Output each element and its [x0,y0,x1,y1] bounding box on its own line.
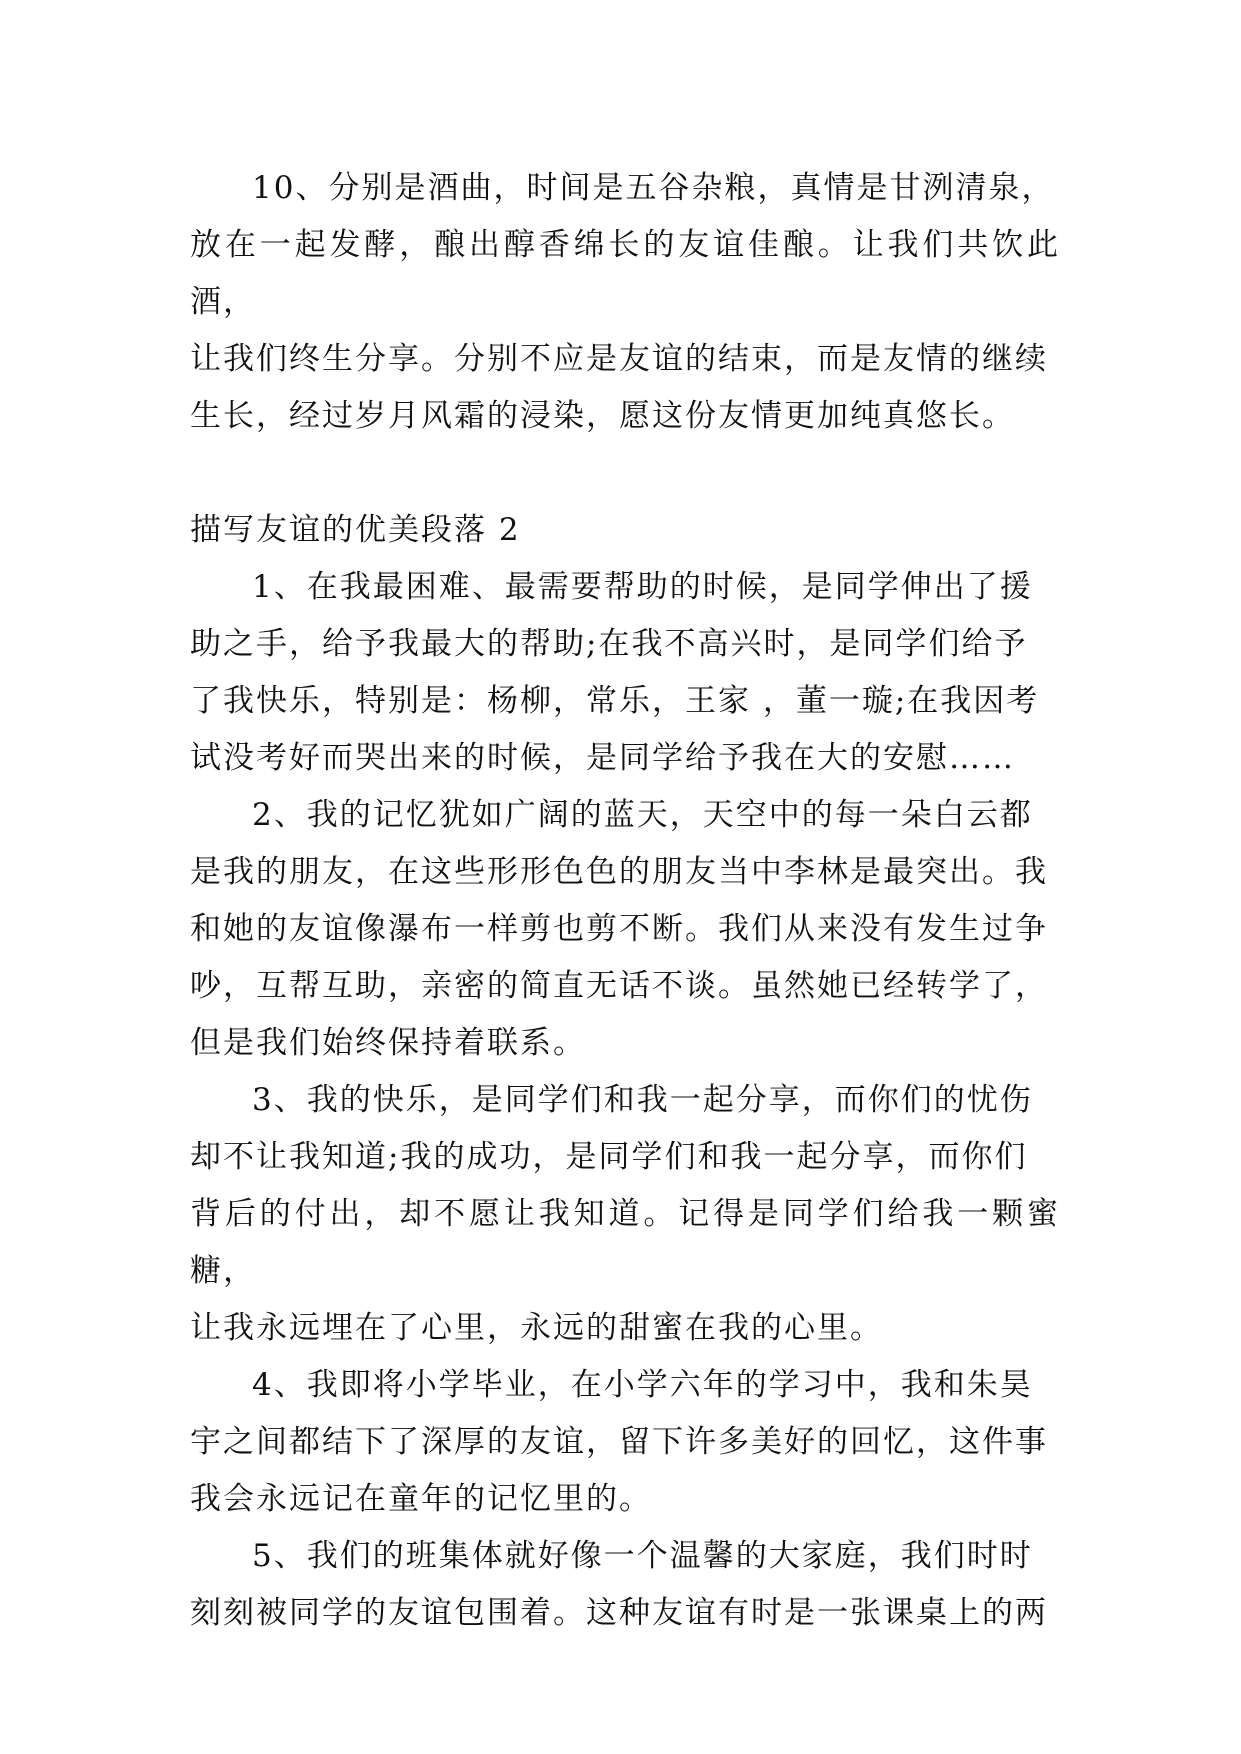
paragraph-4 [190,1357,1060,1528]
paragraph-5 [190,1528,1060,1642]
paragraph-line: 1、在我最困难、最需要帮助的时候，是同学伸出了援 [252,569,1033,605]
paragraph-1 [190,559,1060,787]
paragraph-10 [190,160,1060,445]
paragraph-line: 5、我们的班集体就好像一个温馨的大家庭，我们时时 [252,1538,1033,1574]
paragraph-line: 但是我们始终保持着联系。 [190,1025,586,1061]
paragraph-line: 了我快乐，特别是：杨柳，常乐，王家 ，董一璇;在我因考 [190,683,1040,719]
document-body [190,160,1060,1642]
paragraph-line: 生长，经过岁月风霜的浸染，愿这份友情更加纯真悠长。 [190,398,1015,434]
section-heading: 描写友谊的优美段落 2 [190,512,521,548]
paragraph-line: 却不让我知道;我的成功，是同学们和我一起分享，而你们 [190,1139,1028,1175]
paragraph-3 [190,1072,1060,1357]
paragraph-line: 让我们终生分享。分别不应是友谊的结束，而是友情的继续 [190,341,1048,377]
paragraph-line: 试没考好而哭出来的时候，是同学给予我在大的安慰…… [190,740,1015,776]
paragraph-line: 背后的付出，却不愿让我知道。记得是同学们给我一颗蜜糖， [190,1196,1060,1289]
paragraph-line: 和她的友谊像瀑布一样剪也剪不断。我们从来没有发生过争 [190,911,1048,947]
paragraph-line: 我会永远记在童年的记忆里的。 [190,1481,652,1517]
paragraph-2 [190,787,1060,1072]
paragraph-line: 助之手，给予我最大的帮助;在我不高兴时，是同学们给予 [190,626,1028,662]
paragraph-line: 3、我的快乐，是同学们和我一起分享，而你们的忧伤 [252,1082,1033,1118]
paragraph-line: 放在一起发酵，酿出醇香绵长的友谊佳酿。让我们共饮此酒， [190,227,1060,320]
paragraph-line: 让我永远埋在了心里，永远的甜蜜在我的心里。 [190,1310,883,1346]
paragraph-line: 4、我即将小学毕业，在小学六年的学习中，我和朱昊 [252,1367,1033,1403]
paragraph-line: 吵，互帮互助，亲密的简直无话不谈。虽然她已经转学了， [190,968,1048,1004]
paragraph-line: 宇之间都结下了深厚的友谊，留下许多美好的回忆，这件事 [190,1424,1048,1460]
paragraph-line: 刻刻被同学的友谊包围着。这种友谊有时是一张课桌上的两 [190,1595,1048,1631]
paragraph-line: 是我的朋友，在这些形形色色的朋友当中李林是最突出。我 [190,854,1048,890]
paragraph-line: 2、我的记忆犹如广阔的蓝天，天空中的每一朵白云都 [252,797,1033,833]
paragraph-line: 10、分别是酒曲，时间是五谷杂粮，真情是甘洌清泉， [252,170,1055,206]
